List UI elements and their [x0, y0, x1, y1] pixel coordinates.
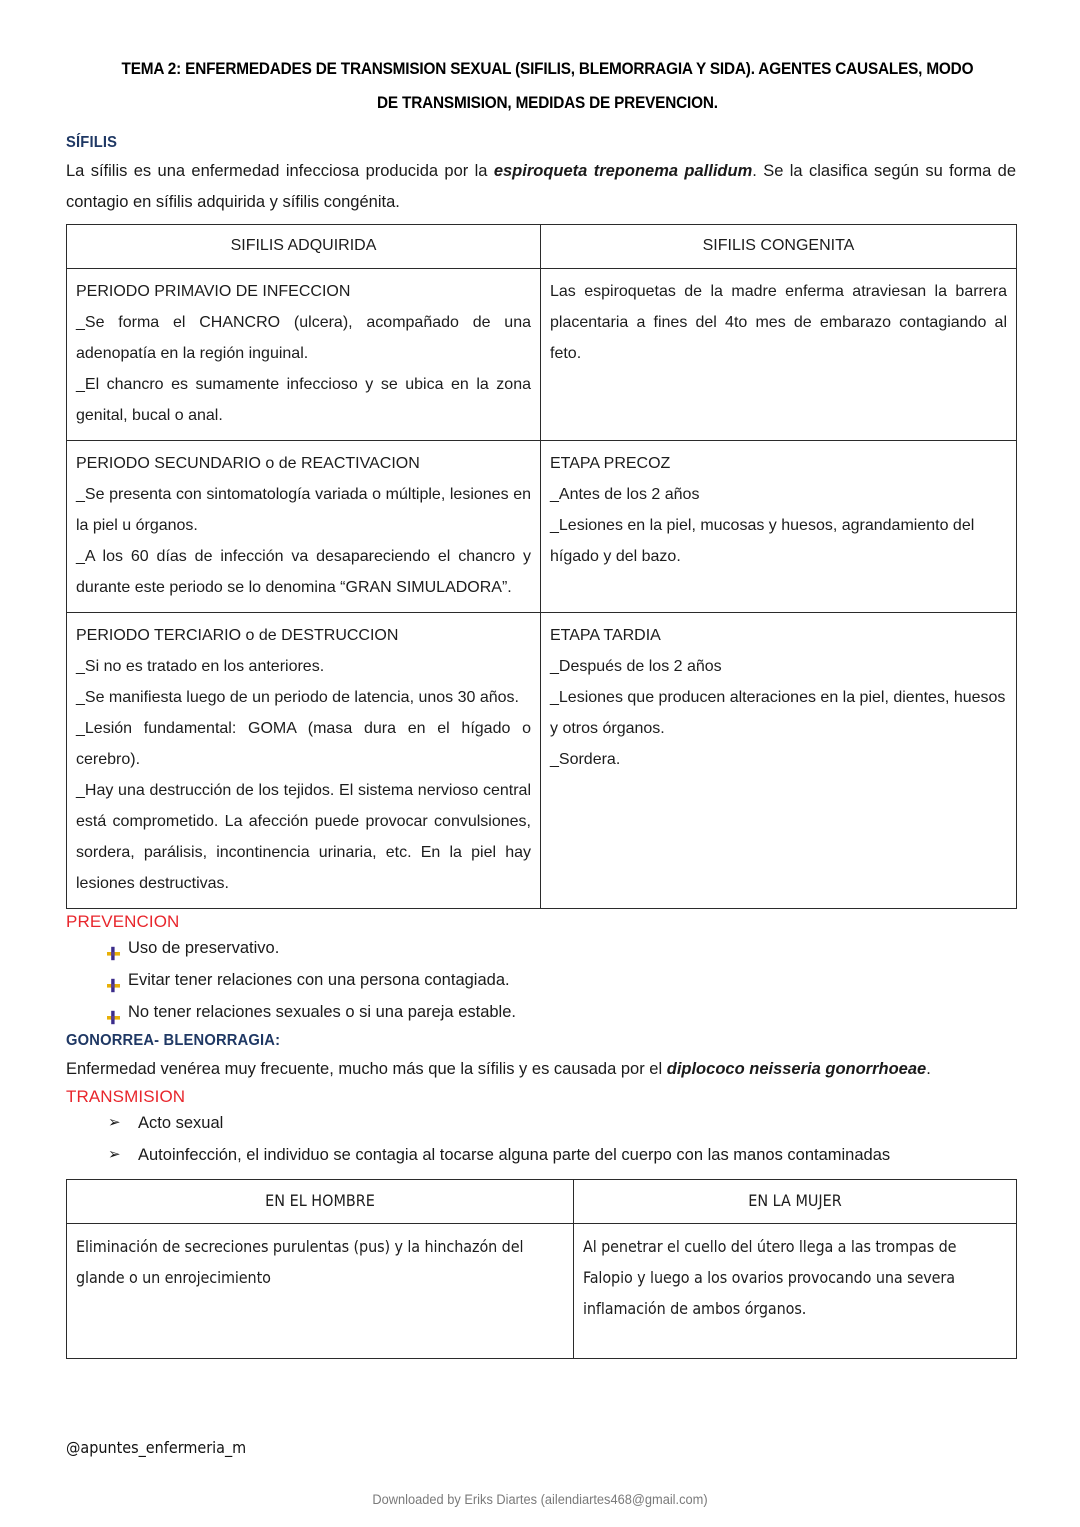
list-item — [66, 932, 1016, 964]
list-item-label: Uso de preservativo. — [128, 939, 280, 957]
table-gonorrea — [66, 1179, 1017, 1359]
table-sifilis — [66, 224, 1017, 909]
list-item-label: Autoinfección, el individuo se contagia al tocarse alguna parte del cuerpo con las manos contaminadas — [138, 1146, 891, 1164]
cell-line: Al penetrar el cuello del útero llega a las trompas de Falopio y luego a los ovarios provocando una severa inflamación de ambos órganos. — [583, 1237, 957, 1318]
cell-adquirida-secundario — [67, 441, 541, 613]
cell-adquirida-terciario — [67, 613, 541, 909]
list-item-label: Evitar tener relaciones con una persona contagiada. — [128, 971, 510, 989]
cell-mujer-sintomas — [574, 1224, 1017, 1359]
cell-line: _Lesión fundamental: GOMA (masa dura en el hígado o cerebro). — [76, 720, 531, 768]
cell-line: _El chancro es sumamente infeccioso y se ubica en la zona genital, bucal o anal. — [76, 376, 531, 424]
heading-sifilis: SÍFILIS — [66, 134, 118, 151]
social-handle: @apuntes_enfermeria_m — [66, 1438, 247, 1457]
heading-prevencion: PREVENCION — [66, 912, 180, 931]
cell-title: ETAPA TARDIA — [550, 627, 661, 644]
heading-gonorrea: GONORREA- BLENORRAGIA: — [66, 1032, 281, 1049]
sifilis-intro-emphasis: espiroqueta treponema pallidum — [493, 162, 753, 180]
table-row — [67, 613, 1017, 909]
cell-title: PERIODO PRIMAVIO DE INFECCION — [76, 283, 351, 300]
cell-title: PERIODO TERCIARIO o de DESTRUCCION — [76, 627, 399, 644]
cell-line: _A los 60 días de infección va desapareciendo el chancro y durante este periodo se lo denomina “GRAN SIMULADORA”. — [76, 548, 531, 596]
gonorrea-intro-emphasis: diplococo neisseria gonorrhoeae — [666, 1060, 927, 1078]
download-watermark: Downloaded by Eriks Diartes (ailendiartes468@gmail.com) — [372, 1492, 708, 1507]
cell-line: _Después de los 2 años — [550, 658, 722, 675]
list-item — [66, 1107, 1016, 1139]
cell-title: PERIODO SECUNDARIO o de REACTIVACION — [76, 455, 420, 472]
heading-transmision: TRANSMISION — [66, 1087, 186, 1106]
cell-line: _Sordera. — [550, 751, 621, 768]
prevencion-list — [66, 932, 1016, 1028]
chevron-right-bullet-icon: ➢ — [108, 1114, 121, 1131]
cell-congenita-primario — [541, 269, 1017, 441]
cell-line: _Lesiones en la piel, mucosas y huesos, agrandamiento del hígado y del bazo. — [550, 517, 975, 565]
chevron-right-bullet-icon: ➢ — [108, 1146, 121, 1163]
cell-adquirida-primario — [67, 269, 541, 441]
column-header-en-la-mujer: EN LA MUJER — [574, 1180, 1017, 1224]
sifilis-intro-part1: La sífilis es una enfermedad infecciosa producida por la — [66, 162, 494, 180]
table-header-row — [67, 225, 1017, 269]
cell-congenita-tardia — [541, 613, 1017, 909]
column-header-en-el-hombre: EN EL HOMBRE — [67, 1180, 574, 1224]
table-header-row — [67, 1180, 1017, 1224]
cell-congenita-precoz — [541, 441, 1017, 613]
cell-line: _Se manifiesta luego de un periodo de latencia, unos 30 años. — [76, 689, 519, 706]
page-title: TEMA 2: ENFERMEDADES DE TRANSMISION SEXUAL (SIFILIS, BLEMORRAGIA Y SIDA). AGENTES CAUSALES, MODO DE TRANSMISION, MEDIDAS DE PREVENCION. — [121, 60, 974, 112]
gonorrea-intro-part1: Enfermedad venérea muy frecuente, mucho más que la sífilis y es causada por el — [66, 1060, 667, 1078]
table-row — [67, 441, 1017, 613]
column-header-sifilis-adquirida: SIFILIS ADQUIRIDA — [67, 225, 541, 269]
gonorrea-intro-paragraph — [66, 1054, 1016, 1085]
cell-line: _Se forma el CHANCRO (ulcera), acompañado de una adenopatía en la región inguinal. — [76, 314, 531, 362]
cell-line: Las espiroquetas de la madre enferma atraviesan la barrera placentaria a fines del 4to mes de embarazo contagiando al feto. — [550, 283, 1007, 362]
document-body — [0, 120, 1080, 1359]
sifilis-intro-part2: . Se la clasifica según su forma de contagio en sífilis adquirida y sífilis congénita. — [66, 162, 1016, 211]
cell-line: _Se presenta con sintomatología variada o múltiple, lesiones en la piel u órganos. — [76, 486, 531, 534]
cell-line: _Hay una destrucción de los tejidos. El sistema nervioso central está comprometido. La afección puede provocar convulsiones, sordera, parálisis, incontinencia urinaria, etc. En la piel hay lesiones destructivas. — [76, 782, 531, 892]
sifilis-intro-paragraph — [66, 156, 1016, 218]
list-item — [66, 996, 1016, 1028]
table-row — [67, 269, 1017, 441]
gonorrea-intro-part2: . — [926, 1060, 931, 1078]
transmision-list — [66, 1107, 1016, 1171]
cell-hombre-sintomas — [67, 1224, 574, 1359]
plus-bullet-icon — [106, 1004, 121, 1019]
plus-bullet-icon — [106, 972, 121, 987]
plus-bullet-icon — [106, 940, 121, 955]
table-row — [67, 1224, 1017, 1359]
cell-title: ETAPA PRECOZ — [550, 455, 671, 472]
list-item — [66, 1139, 1016, 1171]
cell-line: _Si no es tratado en los anteriores. — [76, 658, 325, 675]
cell-line: Eliminación de secreciones purulentas (pus) y la hinchazón del glande o un enrojecimiento — [76, 1237, 524, 1287]
cell-line: _Antes de los 2 años — [550, 486, 700, 503]
list-item — [66, 964, 1016, 996]
list-item-label: Acto sexual — [138, 1114, 224, 1132]
cell-line: _Lesiones que producen alteraciones en la piel, dientes, huesos y otros órganos. — [550, 689, 1006, 737]
list-item-label: No tener relaciones sexuales o si una pareja estable. — [128, 1003, 516, 1021]
column-header-sifilis-congenita: SIFILIS CONGENITA — [541, 225, 1017, 269]
